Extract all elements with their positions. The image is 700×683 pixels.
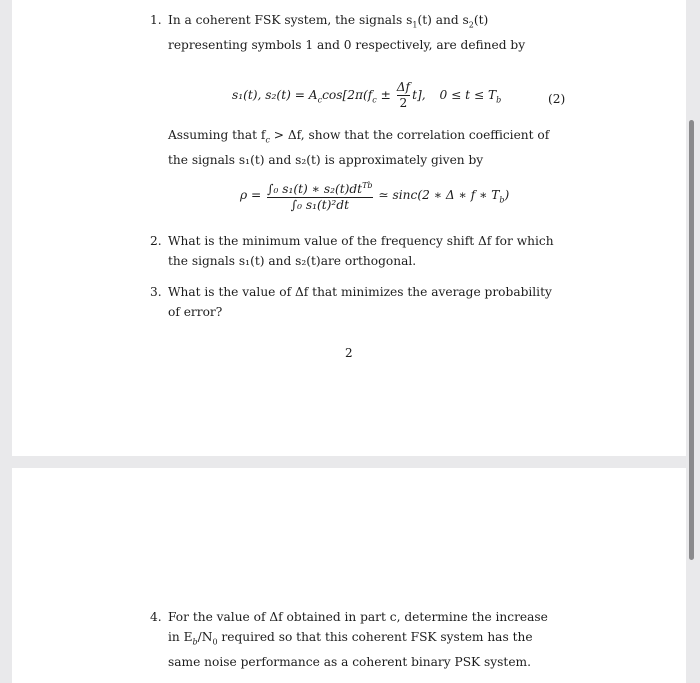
fsk-equation: s₁(t), $s_2(t) = A_c\cos[2\pi(f_c$ ± $\frac{\Delta f}{2}$ t], $0 \le t \le T_b$ (2): [232, 80, 566, 110]
question-2: [150, 231, 560, 271]
page-1: [12, 0, 686, 456]
question-1-assumption: Assuming that $f_c > \Delta f$, show that the correlation coefficient of the signals s₁(t) and s₂(t) is approximately given by: [168, 128, 550, 168]
question-1-text: In a coherent FSK system, the signals $s_1(t)$ and $s_2(t)$ representing symbols 1 and 0 respectively, are defined by: [168, 13, 526, 53]
equation-tag: (2): [548, 92, 566, 106]
page-number: 2: [345, 346, 353, 360]
question-4-text: For the value of Δf obtained in part c, determine the increase in $E_b/N_0$ required so that this coherent FSK system has the same noise performance as a coherent binary PSK system.: [168, 610, 548, 670]
delta-f-fraction: $\frac{\Delta f}{2}$: [396, 80, 411, 110]
question-number: 2.: [150, 234, 162, 248]
scrollbar[interactable]: [689, 120, 694, 560]
correlation-equation: ρ = $\frac{\int_0 s_1(t) ∗ s_2(t)dt^{Tb}}{\text{∫₀ s₁(t)²dt}}$ ≃ sinc(2 ∗ Δ ∗ f ∗ $T_b$): [240, 178, 509, 213]
question-number: 3.: [150, 285, 162, 299]
question-2-text: What is the minimum value of the frequency shift Δf for which the signals s₁(t) and s₂(t)are orthogonal.: [168, 234, 554, 268]
question-3-text: What is the value of Δf that minimizes the average probability of error?: [168, 285, 552, 319]
question-1: [150, 10, 560, 55]
question-4: [150, 607, 560, 672]
question-3: [150, 282, 560, 322]
correlation-fraction: $\frac{\int_0 s_1(t) ∗ s_2(t)dt^{Tb}}{\text{∫₀ s₁(t)²dt}}$: [267, 181, 373, 213]
question-number: 4.: [150, 610, 162, 624]
question-number: 1.: [150, 13, 162, 27]
